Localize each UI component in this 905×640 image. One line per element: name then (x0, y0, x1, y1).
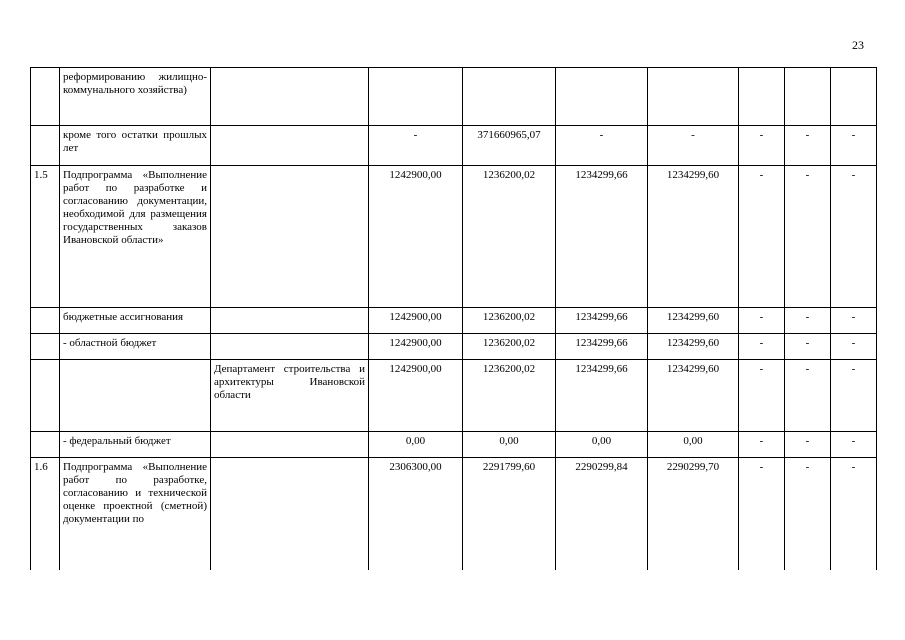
value-cell: 1234299,66 (556, 308, 648, 334)
value-cell: - (739, 308, 785, 334)
budget-table (30, 67, 877, 570)
table-row (31, 68, 877, 126)
value-cell: - (831, 458, 877, 570)
value-cell: - (648, 126, 739, 166)
value-cell (463, 68, 556, 126)
value-cell: 1242900,00 (369, 334, 463, 360)
value-cell: - (739, 360, 785, 432)
value-cell: - (831, 126, 877, 166)
row-executor-cell (211, 126, 369, 166)
row-index-cell (31, 308, 60, 334)
row-index-cell: 1.6 (31, 458, 60, 570)
value-cell: - (739, 126, 785, 166)
value-cell: 1234299,60 (648, 334, 739, 360)
table-row (31, 126, 877, 166)
value-cell (831, 68, 877, 126)
value-cell (648, 68, 739, 126)
value-cell: - (785, 166, 831, 308)
value-cell: 371660965,07 (463, 126, 556, 166)
row-name-cell: Подпрограмма «Выполнение работ по разработке, согласованию и технической оценке проектной (сметной) документации по (60, 458, 211, 570)
value-cell: 1236200,02 (463, 308, 556, 334)
value-cell: 1234299,60 (648, 308, 739, 334)
value-cell (739, 68, 785, 126)
table-row (31, 308, 877, 334)
value-cell: 1242900,00 (369, 360, 463, 432)
value-cell: - (831, 334, 877, 360)
value-cell: 1236200,02 (463, 166, 556, 308)
row-name-cell: реформированию жилищно-коммунального хозяйства) (60, 68, 211, 126)
value-cell: 1236200,02 (463, 360, 556, 432)
value-cell (556, 68, 648, 126)
value-cell: 1234299,60 (648, 166, 739, 308)
value-cell: - (739, 432, 785, 458)
table-row (31, 432, 877, 458)
value-cell: - (785, 126, 831, 166)
row-index-cell (31, 432, 60, 458)
row-index-cell (31, 68, 60, 126)
table-row (31, 458, 877, 570)
value-cell: 1234299,66 (556, 166, 648, 308)
value-cell: - (831, 308, 877, 334)
value-cell: - (369, 126, 463, 166)
row-executor-cell (211, 334, 369, 360)
row-executor-cell (211, 458, 369, 570)
value-cell: - (739, 334, 785, 360)
value-cell: - (739, 458, 785, 570)
row-index-cell (31, 360, 60, 432)
row-name-cell: кроме того остатки прошлых лет (60, 126, 211, 166)
value-cell: 1234299,66 (556, 334, 648, 360)
value-cell: 2290299,84 (556, 458, 648, 570)
value-cell: 0,00 (369, 432, 463, 458)
value-cell (369, 68, 463, 126)
row-name-cell (60, 360, 211, 432)
row-name-cell: - федеральный бюджет (60, 432, 211, 458)
row-executor-cell (211, 166, 369, 308)
table-row (31, 334, 877, 360)
value-cell: 1242900,00 (369, 308, 463, 334)
value-cell: 0,00 (556, 432, 648, 458)
value-cell: 1236200,02 (463, 334, 556, 360)
value-cell: 0,00 (463, 432, 556, 458)
value-cell: - (556, 126, 648, 166)
value-cell: - (785, 308, 831, 334)
page-number: 23 (852, 38, 864, 52)
row-name-cell: - областной бюджет (60, 334, 211, 360)
row-executor-cell (211, 432, 369, 458)
value-cell: - (831, 166, 877, 308)
value-cell: - (739, 166, 785, 308)
value-cell: - (785, 360, 831, 432)
value-cell: 2291799,60 (463, 458, 556, 570)
row-executor-cell (211, 68, 369, 126)
value-cell (785, 68, 831, 126)
value-cell: 0,00 (648, 432, 739, 458)
row-index-cell (31, 126, 60, 166)
row-index-cell (31, 334, 60, 360)
value-cell: - (785, 432, 831, 458)
value-cell: 1234299,66 (556, 360, 648, 432)
value-cell: - (785, 458, 831, 570)
value-cell: 2306300,00 (369, 458, 463, 570)
value-cell: 1234299,60 (648, 360, 739, 432)
value-cell: 2290299,70 (648, 458, 739, 570)
value-cell: - (831, 360, 877, 432)
row-index-cell: 1.5 (31, 166, 60, 308)
value-cell: - (785, 334, 831, 360)
value-cell: - (831, 432, 877, 458)
value-cell: 1242900,00 (369, 166, 463, 308)
row-name-cell: бюджетные ассигнования (60, 308, 211, 334)
row-name-cell: Подпрограмма «Выполнение работ по разработке и согласованию документации, необходимой для размещения государственных заказов Ивановской области» (60, 166, 211, 308)
table-row (31, 166, 877, 308)
row-executor-cell: Департамент строительства и архитектуры Ивановской области (211, 360, 369, 432)
row-executor-cell (211, 308, 369, 334)
table-row (31, 360, 877, 432)
